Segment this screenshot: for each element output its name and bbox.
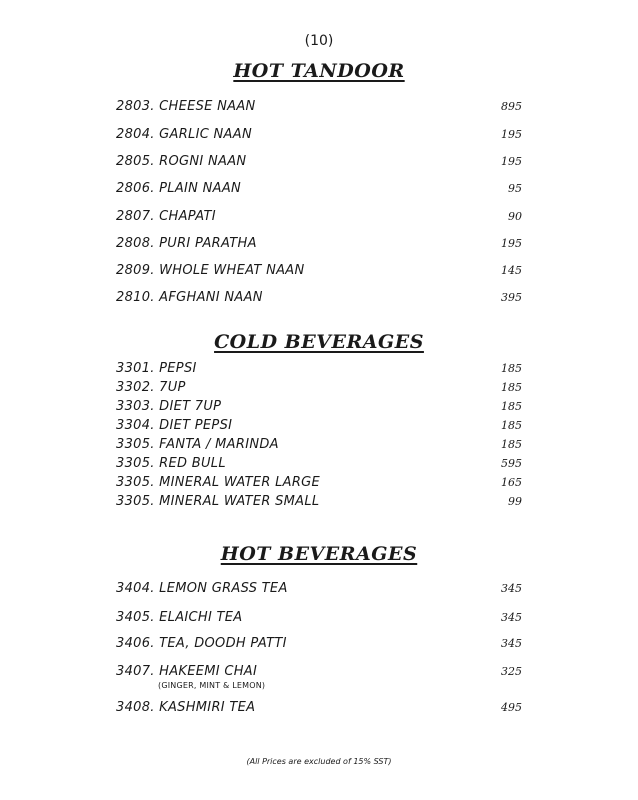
menu-item [116,456,522,474]
item-name: 2809. WHOLE WHEAT NAAN [116,263,305,278]
item-price: 195 [501,237,522,250]
menu-item [116,610,522,628]
menu-item [116,209,522,227]
item-name: 2805. ROGNI NAAN [116,154,247,169]
item-price: 185 [501,419,522,432]
item-name: 3405. ELAICHI TEA [116,610,243,625]
menu-item [116,127,522,145]
item-name: 2804. GARLIC NAAN [116,127,252,142]
menu-item [116,236,522,254]
item-price: 195 [501,128,522,141]
section-title-hot-tandoor: HOT TANDOOR [233,60,405,82]
item-price: 90 [508,210,522,223]
section-title-hot-beverages: HOT BEVERAGES [220,543,418,565]
item-name: 3406. TEA, DOODH PATTI [116,636,287,651]
price-disclaimer: (All Prices are excluded of 15% SST) [246,757,392,766]
item-name: 3302. 7UP [116,380,186,395]
menu-item [116,290,522,308]
item-name: 3408. KASHMIRI TEA [116,700,256,715]
menu-item [116,399,522,417]
menu-item [116,494,522,512]
item-price: 185 [501,438,522,451]
item-price: 95 [508,182,522,195]
page-number: (10) [304,33,334,49]
item-price: 165 [501,476,522,489]
item-price: 345 [501,637,522,650]
item-name: 3303. DIET 7UP [116,399,222,414]
item-note: (GINGER, MINT & LEMON) [158,681,266,690]
menu-item [116,154,522,172]
item-price: 145 [501,264,522,277]
item-price: 185 [501,400,522,413]
menu-item [116,418,522,436]
item-name: 3301. PEPSI [116,361,197,376]
menu-item [116,380,522,398]
item-name: 3404. LEMON GRASS TEA [116,581,288,596]
item-price: 185 [501,381,522,394]
item-price: 99 [508,495,522,508]
item-name: 2808. PURI PARATHA [116,236,257,251]
item-name: 3305. RED BULL [116,456,226,471]
item-name: 3304. DIET PEPSI [116,418,233,433]
item-price: 895 [501,100,522,113]
item-price: 395 [501,291,522,304]
menu-item [116,664,522,690]
item-name: 2803. CHEESE NAAN [116,99,256,114]
section-title-cold-beverages: COLD BEVERAGES [214,331,424,353]
item-name: 2810. AFGHANI NAAN [116,290,263,305]
item-price: 595 [501,457,522,470]
menu-item [116,581,522,599]
item-price: 325 [501,665,522,678]
menu-item [116,181,522,199]
item-name: 3305. FANTA / MARINDA [116,437,279,452]
item-name: 3305. MINERAL WATER SMALL [116,494,320,509]
menu-item [116,263,522,281]
item-name: 2806. PLAIN NAAN [116,181,242,196]
menu-item [116,636,522,654]
item-name: 2807. CHAPATI [116,209,216,224]
menu-item [116,99,522,117]
item-price: 345 [501,582,522,595]
item-name: 3305. MINERAL WATER LARGE [116,475,321,490]
item-price: 185 [501,362,522,375]
item-price: 195 [501,155,522,168]
item-name: 3407. HAKEEMI CHAI [116,664,258,679]
menu-item [116,361,522,379]
menu-item [116,475,522,493]
item-price: 345 [501,611,522,624]
menu-item [116,437,522,455]
item-price: 495 [501,701,522,714]
menu-item [116,700,522,718]
